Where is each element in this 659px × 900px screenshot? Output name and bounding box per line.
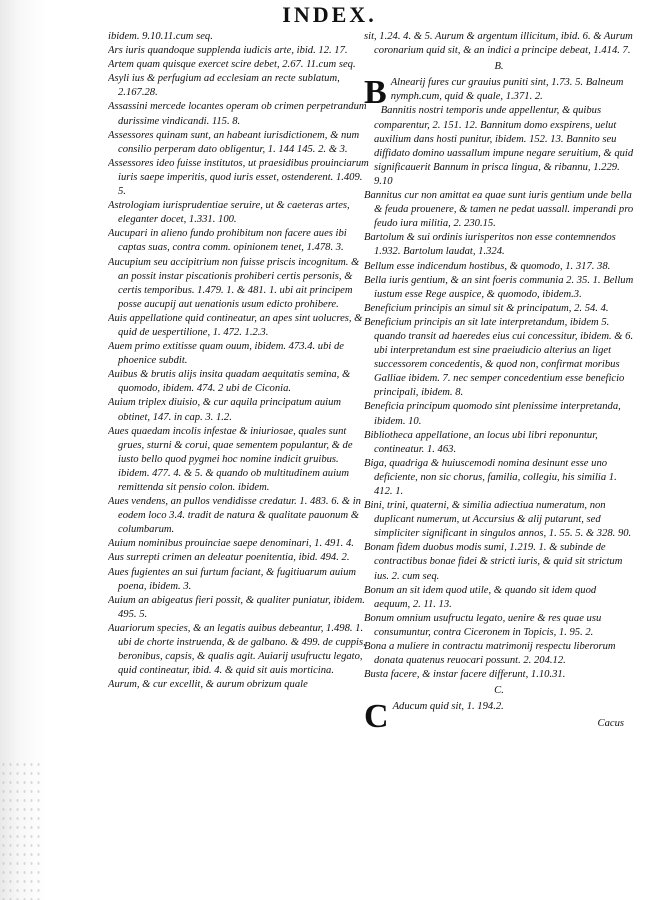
entry-text: Alnearij fures cur grauius puniti sint, 1.73. 5. Balneum nymph.cum, quid & quale, 1.371. 2.	[390, 77, 624, 103]
index-entry	[364, 457, 634, 499]
index-entry: Auium nominibus prouinciae saepe denominari, 1. 491. 4.	[108, 538, 354, 550]
index-entry	[364, 231, 634, 259]
index-entry	[364, 189, 634, 231]
index-entry	[364, 584, 634, 612]
entry-text: Bellum esse indicendum hostibus, & quomodo, 1. 317. 38.	[364, 260, 611, 272]
entry-text: Beneficium principis an sit late interpretandum, ibidem 5. quando transit ad haeredes eius cui concessitur, ibidem. & 6. ubi interpretandum est sine praeiudicio alterius an liget successorem concedentis, & quod non, confirmat moribus Galliae ibidem. 7. nec semper concedentium esse beneficio principali, ibidem. 8.	[364, 316, 634, 399]
index-entry: Aues quaedam incolis infestae & iniuriosae, quales sunt grues, sturni & corui, quae sementem populantur, & de iusto bello quod pygmei hoc nomine indicit gruibus. ibidem. 477. 4. & 5. & quando ob multitudinem auium remittenda sit pensio colon. ibidem.	[108, 425, 353, 493]
index-entry	[364, 316, 634, 401]
index-entry: Asyli ius & perfugium ad ecclesiam an recte sublatum, 2.167.28.	[108, 73, 340, 99]
index-entry: Aurum, & cur excellit, & aurum obrizum quale	[108, 679, 308, 691]
section-b-entries	[364, 76, 634, 682]
entry-text: Bella iuris gentium, & an sint foeris communia 2. 35. 1. Bellum iustum esse Rege auspice, & quomodo, ibidem.3.	[364, 274, 634, 300]
entry-text: Bonam fidem duobus modis sumi, 1.219. 1. & subinde de contractibus bonae fidei & stricti iuris, & quid sit strictum ius. 2. cum seq.	[364, 542, 623, 582]
index-entry	[364, 640, 634, 668]
entry-text: Busta facere, & instar facere differunt, 1.10.31.	[364, 669, 566, 681]
drop-capital: C	[364, 698, 389, 736]
entry-text: Aducum quid sit, 1. 194.2.	[392, 701, 504, 713]
index-entry: Aues fugientes an sui furtum faciant, & fugitiuarum auium poena, ibidem. 3.	[108, 566, 357, 592]
index-entry	[364, 429, 634, 457]
paper-specks	[0, 760, 40, 900]
index-entry: Auis appellatione quid contineatur, an apes sint uolucres, & quid de uespertilione, 1. 472. 1.2.3.	[108, 312, 363, 338]
entry-text: Bibliotheca appellatione, an locus ubi libri reponuntur, contineatur. 1. 463.	[364, 429, 598, 455]
entry-text: Beneficium principis an simul sit & principatum, 2. 54. 4.	[364, 302, 609, 314]
entry-text: Bonum omnium usufructu legato, uenire & res quae usu consumuntur, contra Ciceronem in Topicis, 1. 95. 2.	[364, 612, 602, 638]
index-entry: ibidem. 9.10.11.cum seq.	[108, 31, 213, 42]
entry-text: Beneficia principum quomodo sint plenissime interpretanda, ibidem. 10.	[364, 401, 621, 427]
index-entry	[364, 74, 634, 112]
index-entry: Assessores ideo fuisse institutos, ut praesidibus prouinciarum iuris saepe imperitis, quod iuris esset, ostenderent. 1.409. 5.	[108, 157, 369, 198]
index-entry: Auium triplex diuisio, & cur aquila principatum auium obtinet, 147. in cap. 3. 1.2.	[108, 397, 342, 423]
catchword: Cacus	[597, 717, 624, 729]
section-heading-b: B.	[494, 61, 504, 73]
index-entry: Aus surrepti crimen an deleatur poenitentia, ibid. 494. 2.	[108, 552, 350, 564]
section-heading-c: C.	[494, 685, 504, 697]
index-entry: Assessores quinam sunt, an habeant iurisdictionem, & num consilio perperam dato obligentur, 1. 144 145. 2. & 3.	[108, 129, 360, 155]
entry-text: Bona a muliere in contractu matrimonij respectu liberorum donata quatenus reuocari possunt. 2. 204.12.	[364, 641, 616, 667]
entry-text: Bannitus cur non amittat ea quae sunt iuris gentium unde bella & feuda prouenere, & tamen ne pedat uassall. imperandi pro feudo iura militia, 2. 230.15.	[364, 190, 634, 230]
index-entry	[364, 400, 634, 428]
index-entry: Auariorum species, & an legatis auibus debeantur, 1.498. 1. ubi de chorte instruenda, & de galbano. & 499. de cuppis, beronibus, capsis, & qualis agit. Auiarij usufructu legato, quid contineatur, ibid. 4. & quid sit auis morticina.	[108, 622, 366, 677]
binding-gutter	[0, 0, 46, 900]
index-entry	[364, 612, 634, 640]
index-entry: Ars iuris quandoque supplenda iudicis arte, ibid. 12. 17.	[108, 45, 348, 57]
index-entry	[364, 260, 634, 274]
index-entry: Assassini mercede locantes operam ob crimen perpetrandum durissime vindicandi. 115. 8.	[108, 101, 367, 127]
entry-text: Bannitis nostri temporis unde appellentur, & quibus comparentur, 2. 151. 12. Bannitum domo exspirens, uelut auxilium dans hosti punitur, ibidem. 152. 13. Bannito seu diffidato domino uassallum impune negare seruitium, & quid significauerit Bannum in prisca lingua, & ribannu, 1.229. 9.10	[374, 105, 634, 187]
index-entry	[364, 499, 634, 541]
index-entry	[364, 302, 634, 316]
left-column	[108, 30, 370, 880]
entry-text: Bonum an sit idem quod utile, & quando sit idem quod aequum, 2. 11. 13.	[364, 584, 597, 610]
index-entry: Auibus & brutis alijs insita quadam aequitatis semina, & quomodo, ibidem. 474. 2 ubi de Ciconia.	[108, 369, 351, 395]
right-column	[364, 30, 634, 880]
drop-capital: B	[364, 74, 387, 112]
index-entry: sit, 1.24. 4. & 5. Aurum & argentum illicitum, ibid. 6. & Aurum coronarium quid sit, & an indici a principe debeat, 1.414. 7.	[364, 31, 633, 57]
index-entry: Artem quam quisque exercet scire debet, 2.67. 11.cum seq.	[108, 59, 356, 71]
index-entry: Aucupari in alieno fundo prohibitum non facere aues ibi captas suas, contra comm. opinionem tenet, 1.478. 3.	[108, 228, 347, 254]
index-entry: Astrologiam iurisprudentiae seruire, ut & caeteras artes, eleganter docet, 1.331. 100.	[108, 200, 350, 226]
index-entry: Aues vendens, an pullos vendidisse credatur. 1. 483. 6. & in eodem loco 3.4. tradit de natura & qualitate pauonum & columbarum.	[108, 496, 361, 536]
index-entry: Auium an abigeatus fieri possit, & qualiter puniatur, ibidem. 495. 5.	[108, 594, 365, 620]
entry-text: Biga, quadriga & huiuscemodi nomina desinunt esse uno deficiente, non sic chorus, familia, collegiu, his similia 1. 412. 1.	[364, 457, 617, 497]
right-column-continuation	[364, 30, 634, 58]
index-entry	[364, 104, 634, 189]
index-entry: Aucupium seu accipitrium non fuisse priscis incognitum. & an possit instar piscationis prohiberi certis personis, & certis temporibus. 1.479. 1. & 481. 1. ubi ait principem posse aucupij aut uenationis usum edicto prohibere.	[108, 256, 360, 310]
index-entry: Auem primo extitisse quam ouum, ibidem. 473.4. ubi de phoenice subdit.	[108, 341, 344, 367]
entry-text: Bini, trini, quaterni, & similia adiectiua numeratum, non duplicant numerum, ut Accursius & alij putarunt, sed simpliciter significant in singulos annos, 1. 55. 5. & 328. 90.	[364, 500, 632, 540]
page-title: INDEX.	[282, 2, 377, 27]
index-entry	[364, 274, 634, 302]
entry-text: Bartolum & sui ordinis iurisperitos non esse contemnendos 1.932. Bartolum laudat, 1.324.	[364, 232, 616, 258]
index-entry	[364, 668, 634, 682]
index-entry	[364, 541, 634, 583]
